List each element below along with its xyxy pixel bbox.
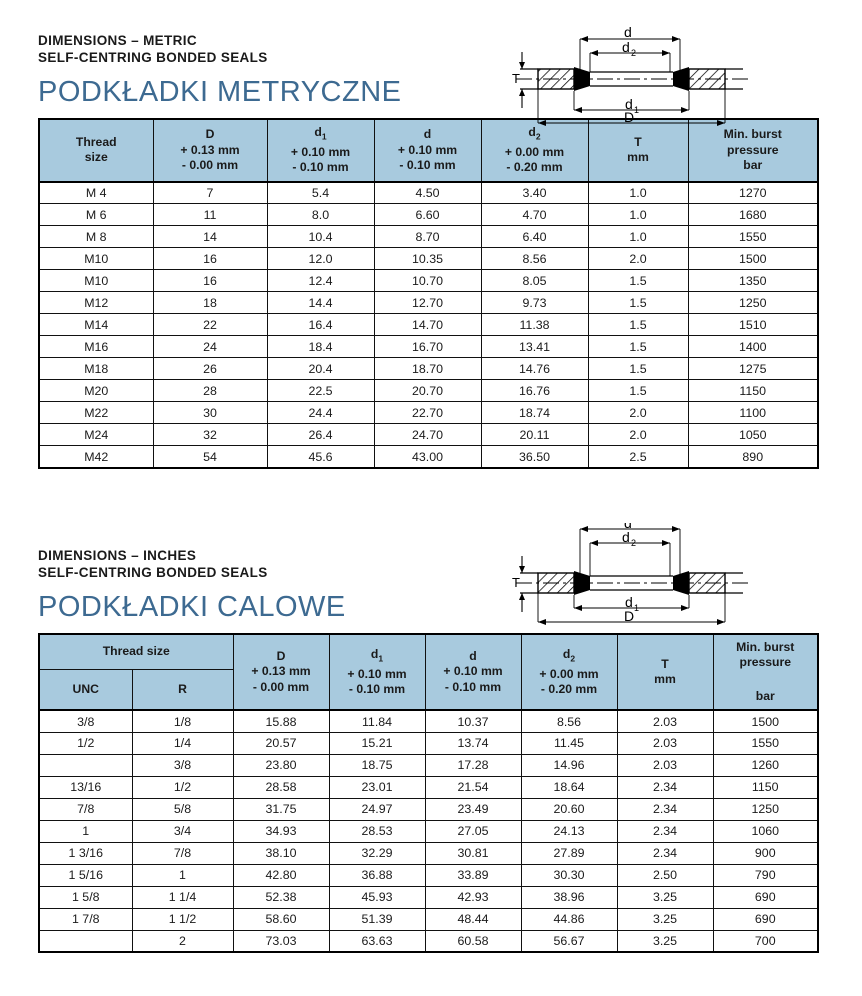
inches-col-thread-size-group: Thread size <box>39 634 233 669</box>
table-cell: 18.74 <box>481 402 588 424</box>
table-cell: 1.5 <box>588 292 688 314</box>
table-cell: 28.58 <box>233 776 329 798</box>
table-cell: 1275 <box>688 358 818 380</box>
table-cell: 1680 <box>688 204 818 226</box>
table-cell: 3.25 <box>617 930 713 952</box>
table-cell: 2.0 <box>588 248 688 270</box>
table-cell: 790 <box>713 864 818 886</box>
table-cell: M42 <box>39 446 153 468</box>
table-cell: 23.01 <box>329 776 425 798</box>
svg-text:D: D <box>624 109 635 125</box>
table-cell: 14.96 <box>521 754 617 776</box>
metric-col-T: T mm <box>588 119 688 182</box>
table-cell: 16.4 <box>267 314 374 336</box>
metric-col-burst-pressure: Min. burst pressure bar <box>688 119 818 182</box>
table-cell: 6.60 <box>374 204 481 226</box>
inches-col-d: d + 0.10 mm - 0.10 mm <box>425 634 521 711</box>
table-cell: 20.11 <box>481 424 588 446</box>
table-cell: 1.0 <box>588 182 688 204</box>
table-cell: 700 <box>713 930 818 952</box>
svg-text:2: 2 <box>631 48 637 58</box>
table-cell: 7/8 <box>39 798 132 820</box>
table-cell: 22.70 <box>374 402 481 424</box>
table-cell: 1 3/16 <box>39 842 132 864</box>
table-cell: 20.60 <box>521 798 617 820</box>
table-cell: 20.57 <box>233 732 329 754</box>
table-cell: 5.4 <box>267 182 374 204</box>
table-cell: M20 <box>39 380 153 402</box>
table-cell: 1260 <box>713 754 818 776</box>
table-row <box>39 908 818 930</box>
table-cell: 48.44 <box>425 908 521 930</box>
table-cell: 14 <box>153 226 267 248</box>
table-cell: 23.49 <box>425 798 521 820</box>
table-cell: 2.34 <box>617 776 713 798</box>
table-cell: M10 <box>39 270 153 292</box>
table-cell: 1250 <box>688 292 818 314</box>
table-row <box>39 402 818 424</box>
table-cell: 2.03 <box>617 754 713 776</box>
metric-dimensions-table <box>38 118 819 469</box>
table-cell: 1/4 <box>132 732 233 754</box>
table-cell: 22 <box>153 314 267 336</box>
table-cell: 1550 <box>688 226 818 248</box>
table-cell: 36.88 <box>329 864 425 886</box>
table-cell: M12 <box>39 292 153 314</box>
table-cell: 10.70 <box>374 270 481 292</box>
table-row <box>39 798 818 820</box>
table-row <box>39 248 818 270</box>
table-cell: M 4 <box>39 182 153 204</box>
inches-col-d1: $d_1$ + 0.10 mm - 0.10 mm <box>329 634 425 711</box>
metric-table-body <box>39 182 818 468</box>
table-row <box>39 842 818 864</box>
table-row <box>39 886 818 908</box>
table-cell: 9.73 <box>481 292 588 314</box>
table-cell: 30 <box>153 402 267 424</box>
table-cell: 1150 <box>713 776 818 798</box>
table-cell: 26 <box>153 358 267 380</box>
table-cell: 12.4 <box>267 270 374 292</box>
table-cell: 1250 <box>713 798 818 820</box>
table-cell: 32 <box>153 424 267 446</box>
svg-text:d: d <box>624 24 632 40</box>
inches-titles <box>38 547 346 624</box>
table-cell: 10.37 <box>425 710 521 732</box>
table-cell: 18.4 <box>267 336 374 358</box>
table-cell: 32.29 <box>329 842 425 864</box>
table-cell: 17.28 <box>425 754 521 776</box>
table-cell: 31.75 <box>233 798 329 820</box>
table-cell: 1.0 <box>588 226 688 248</box>
svg-text:d: d <box>625 593 633 610</box>
table-row <box>39 864 818 886</box>
table-cell: 4.70 <box>481 204 588 226</box>
table-cell: 2.50 <box>617 864 713 886</box>
table-cell: 38.96 <box>521 886 617 908</box>
svg-text:T: T <box>512 71 520 86</box>
table-cell: 14.70 <box>374 314 481 336</box>
inches-seal-diagram <box>498 523 828 636</box>
metric-col-thread-size: Thread size <box>39 119 153 182</box>
table-cell: 30.30 <box>521 864 617 886</box>
table-cell: 1100 <box>688 402 818 424</box>
table-cell: 1 5/16 <box>39 864 132 886</box>
table-cell: 18 <box>153 292 267 314</box>
table-cell: 42.80 <box>233 864 329 886</box>
inches-col-D: D + 0.13 mm - 0.00 mm <box>233 634 329 711</box>
table-cell <box>39 930 132 952</box>
inches-col-r: R <box>132 669 233 710</box>
table-cell: 16.70 <box>374 336 481 358</box>
table-cell: 1500 <box>688 248 818 270</box>
table-cell: 16.76 <box>481 380 588 402</box>
table-row <box>39 336 818 358</box>
table-cell: 27.05 <box>425 820 521 842</box>
table-cell: 3.40 <box>481 182 588 204</box>
metric-title: PODKŁADKI METRYCZNE <box>38 76 402 108</box>
inches-col-d2: $d_2$ + 0.00 mm - 0.20 mm <box>521 634 617 711</box>
table-cell: 2.5 <box>588 446 688 468</box>
table-cell: 1 5/8 <box>39 886 132 908</box>
table-cell: 24 <box>153 336 267 358</box>
table-cell: 16 <box>153 248 267 270</box>
table-cell: 1/2 <box>132 776 233 798</box>
table-row <box>39 732 818 754</box>
metric-subtitle-2: SELF-CENTRING BONDED SEALS <box>38 50 268 65</box>
table-cell: 5/8 <box>132 798 233 820</box>
svg-text:T: T <box>512 574 520 590</box>
table-cell: 11 <box>153 204 267 226</box>
table-cell: 10.4 <box>267 226 374 248</box>
table-cell: M14 <box>39 314 153 336</box>
table-cell: 4.50 <box>374 182 481 204</box>
table-cell: M 6 <box>39 204 153 226</box>
table-cell: 26.4 <box>267 424 374 446</box>
svg-text:1: 1 <box>634 602 640 613</box>
table-cell: 13.74 <box>425 732 521 754</box>
table-cell: 1060 <box>713 820 818 842</box>
table-cell: 690 <box>713 886 818 908</box>
section-inches <box>0 515 862 954</box>
metric-col-d: d + 0.10 mm - 0.10 mm <box>374 119 481 182</box>
seal-cross-section-svg <box>498 22 828 134</box>
table-cell: 8.05 <box>481 270 588 292</box>
table-cell: 24.70 <box>374 424 481 446</box>
metric-col-d2: $d_2$ + 0.00 mm - 0.20 mm <box>481 119 588 182</box>
table-row <box>39 204 818 226</box>
table-cell: M22 <box>39 402 153 424</box>
metric-titles <box>38 32 401 109</box>
svg-text:D: D <box>624 607 635 624</box>
table-cell: 15.21 <box>329 732 425 754</box>
table-cell: 60.58 <box>425 930 521 952</box>
inches-subtitle-1: DIMENSIONS – INCHES <box>38 547 197 563</box>
table-cell: 13.41 <box>481 336 588 358</box>
table-cell: 51.39 <box>329 908 425 930</box>
table-cell: 1.5 <box>588 358 688 380</box>
inches-dimensions-table <box>38 633 819 954</box>
table-row <box>39 754 818 776</box>
svg-text:d: d <box>622 528 630 545</box>
inches-col-burst-pressure: Min. burst pressure bar <box>713 634 818 711</box>
table-cell: 1.5 <box>588 270 688 292</box>
table-row <box>39 358 818 380</box>
table-cell: 1550 <box>713 732 818 754</box>
table-cell: 7/8 <box>132 842 233 864</box>
table-cell: 63.63 <box>329 930 425 952</box>
table-cell: 16 <box>153 270 267 292</box>
table-row <box>39 424 818 446</box>
table-cell: 73.03 <box>233 930 329 952</box>
table-cell: 8.56 <box>481 248 588 270</box>
metric-subtitle-1: DIMENSIONS – METRIC <box>38 33 197 48</box>
table-cell: 54 <box>153 446 267 468</box>
inches-table-body <box>39 710 818 952</box>
inches-title: PODKŁADKI CALOWE <box>38 590 346 623</box>
table-cell: 12.0 <box>267 248 374 270</box>
table-cell: 1510 <box>688 314 818 336</box>
table-cell: 52.38 <box>233 886 329 908</box>
table-cell: 24.97 <box>329 798 425 820</box>
table-cell: M16 <box>39 336 153 358</box>
table-cell: 22.5 <box>267 380 374 402</box>
table-cell: 6.40 <box>481 226 588 248</box>
table-cell: 11.84 <box>329 710 425 732</box>
table-cell: 3/4 <box>132 820 233 842</box>
table-cell: 18.64 <box>521 776 617 798</box>
table-cell: 1 <box>39 820 132 842</box>
table-cell: 24.4 <box>267 402 374 424</box>
inches-col-unc: UNC <box>39 669 132 710</box>
table-cell: 1 7/8 <box>39 908 132 930</box>
table-cell: 1/2 <box>39 732 132 754</box>
table-cell: 8.70 <box>374 226 481 248</box>
table-cell: 11.38 <box>481 314 588 336</box>
table-row <box>39 270 818 292</box>
table-row <box>39 820 818 842</box>
table-cell: 1400 <box>688 336 818 358</box>
table-row <box>39 182 818 204</box>
table-cell: 8.0 <box>267 204 374 226</box>
table-cell: 3.25 <box>617 886 713 908</box>
table-row <box>39 710 818 732</box>
svg-text:d: d <box>622 39 630 55</box>
table-cell: 15.88 <box>233 710 329 732</box>
table-cell: 14.76 <box>481 358 588 380</box>
table-cell: M24 <box>39 424 153 446</box>
table-row <box>39 776 818 798</box>
table-cell: 38.10 <box>233 842 329 864</box>
table-cell: 7 <box>153 182 267 204</box>
table-cell: 20.70 <box>374 380 481 402</box>
table-cell: 2.03 <box>617 732 713 754</box>
table-cell: 2.34 <box>617 798 713 820</box>
table-cell: 20.4 <box>267 358 374 380</box>
svg-text:d: d <box>624 522 632 531</box>
section-spacer <box>0 469 862 515</box>
metric-seal-diagram <box>498 22 828 139</box>
table-cell: M 8 <box>39 226 153 248</box>
svg-text:2: 2 <box>631 537 637 548</box>
table-row <box>39 226 818 248</box>
table-cell: M18 <box>39 358 153 380</box>
table-cell: 30.81 <box>425 842 521 864</box>
table-cell: 56.67 <box>521 930 617 952</box>
table-cell: 1.5 <box>588 314 688 336</box>
table-cell: 890 <box>688 446 818 468</box>
table-cell: 1050 <box>688 424 818 446</box>
table-cell: 2.34 <box>617 842 713 864</box>
table-cell: 11.45 <box>521 732 617 754</box>
table-cell: 2.03 <box>617 710 713 732</box>
svg-text:d: d <box>625 96 633 112</box>
table-cell: 58.60 <box>233 908 329 930</box>
table-cell: 1500 <box>713 710 818 732</box>
table-cell: 21.54 <box>425 776 521 798</box>
table-cell: 2 <box>132 930 233 952</box>
metric-col-d1: $d_1$ + 0.10 mm - 0.10 mm <box>267 119 374 182</box>
table-cell: 2.0 <box>588 402 688 424</box>
table-cell: 34.93 <box>233 820 329 842</box>
table-cell: 1.5 <box>588 336 688 358</box>
table-cell: 900 <box>713 842 818 864</box>
table-row <box>39 292 818 314</box>
table-cell: 44.86 <box>521 908 617 930</box>
table-cell: 1 <box>132 864 233 886</box>
table-cell: 28 <box>153 380 267 402</box>
table-cell: 18.70 <box>374 358 481 380</box>
table-cell: 1.5 <box>588 380 688 402</box>
seal-cross-section-svg-2 <box>498 523 828 631</box>
table-cell: 14.4 <box>267 292 374 314</box>
table-cell: 13/16 <box>39 776 132 798</box>
table-cell: 3/8 <box>39 710 132 732</box>
inches-header-area <box>0 515 862 633</box>
table-cell: M10 <box>39 248 153 270</box>
table-cell: 1/8 <box>132 710 233 732</box>
table-cell: 2.34 <box>617 820 713 842</box>
svg-text:1: 1 <box>634 105 640 115</box>
table-row <box>39 930 818 952</box>
section-metric <box>0 0 862 469</box>
table-cell <box>39 754 132 776</box>
table-cell: 42.93 <box>425 886 521 908</box>
table-cell: 8.56 <box>521 710 617 732</box>
table-cell: 12.70 <box>374 292 481 314</box>
table-cell: 33.89 <box>425 864 521 886</box>
table-cell: 43.00 <box>374 446 481 468</box>
table-row <box>39 446 818 468</box>
table-cell: 27.89 <box>521 842 617 864</box>
table-cell: 1350 <box>688 270 818 292</box>
table-cell: 24.13 <box>521 820 617 842</box>
table-cell: 1270 <box>688 182 818 204</box>
table-cell: 3/8 <box>132 754 233 776</box>
table-cell: 28.53 <box>329 820 425 842</box>
table-cell: 1 1/2 <box>132 908 233 930</box>
inches-subtitle-2: SELF-CENTRING BONDED SEALS <box>38 564 268 580</box>
metric-col-D: D + 0.13 mm - 0.00 mm <box>153 119 267 182</box>
table-row <box>39 380 818 402</box>
inches-group-header-row <box>39 634 818 669</box>
table-cell: 45.93 <box>329 886 425 908</box>
table-cell: 1150 <box>688 380 818 402</box>
table-cell: 690 <box>713 908 818 930</box>
table-cell: 10.35 <box>374 248 481 270</box>
table-cell: 1.0 <box>588 204 688 226</box>
table-row <box>39 314 818 336</box>
table-cell: 1 1/4 <box>132 886 233 908</box>
table-cell: 2.0 <box>588 424 688 446</box>
table-cell: 45.6 <box>267 446 374 468</box>
table-cell: 3.25 <box>617 908 713 930</box>
table-cell: 18.75 <box>329 754 425 776</box>
table-cell: 23.80 <box>233 754 329 776</box>
table-cell: 36.50 <box>481 446 588 468</box>
inches-col-T: T mm <box>617 634 713 711</box>
metric-header-area <box>0 0 862 125</box>
